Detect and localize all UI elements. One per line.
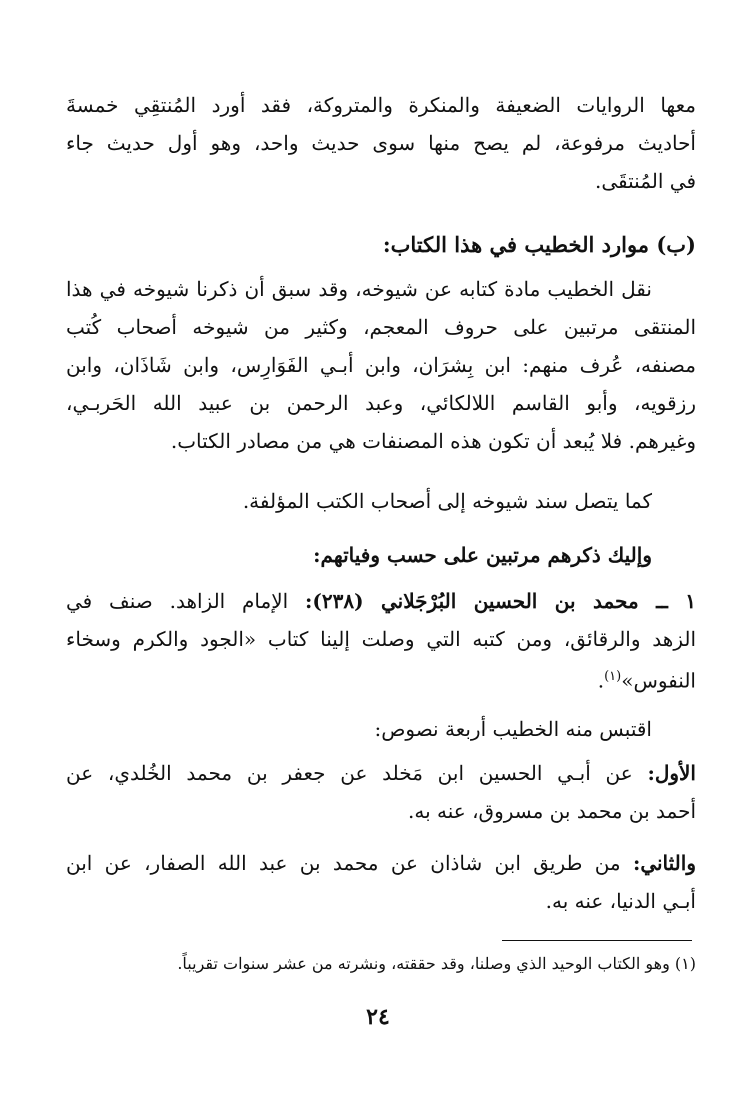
text-line — [66, 756, 696, 790]
text-line — [66, 846, 696, 880]
text-line: مصنفه، عُرف منهم: ابن بِشرَان، وابن أبـي الفَوَارِس، وابن شَاذَان، وابن — [66, 353, 696, 377]
text-line: أبـي الدنيا، عنه به. — [545, 889, 696, 913]
paragraph-quotes-intro — [66, 712, 696, 746]
text-line: اقتبس منه الخطيب أربعة نصوص: — [374, 717, 652, 741]
footnote: (١) وهو الكتاب الوحيد الذي وصلنا، وقد حققته، ونشرته من عشر سنوات تقريباً. — [177, 954, 696, 973]
entry-lead: والثاني: — [632, 851, 696, 875]
entry-text: الإمام الزاهد. صنف في — [66, 589, 306, 613]
entry-first — [66, 756, 696, 828]
text-line: معها الروايات الضعيفة والمنكرة والمتروكة، فقد أورد المُنتقِي خمسةَ — [66, 93, 696, 117]
footnote-ref: (١) — [604, 669, 622, 684]
text-line: أحمد بن محمد بن مسروق، عنه به. — [408, 799, 696, 823]
text-line: في المُنتقَى. — [594, 169, 696, 193]
footnote-separator — [502, 940, 692, 941]
book-title: النفوس» — [621, 668, 696, 693]
text-line: نقل الخطيب مادة كتابه عن شيوخه، وقد سبق أن ذكرنا شيوخه في هذا — [66, 277, 652, 301]
entry-lead: ١ ــ محمد بن الحسين البُرْجَلاني (٢٣٨): — [305, 589, 696, 613]
entry-second — [66, 846, 696, 918]
page-number: ٢٤ — [366, 1004, 390, 1030]
paragraph-list-intro — [66, 538, 696, 572]
text-line: المنتقى مرتبين على حروف المعجم، وكثير من شيوخه أصحاب كُتب — [66, 315, 696, 339]
entry-burjulani — [66, 584, 696, 698]
period: . — [597, 668, 605, 693]
text-line: أحاديث مرفوعة، لم يصح منها سوى حديث واحد، وهو أول حديث جاء — [66, 131, 696, 155]
text-line: الزهد والرقائق، ومن كتبه التي وصلت إلينا كتاب «الجود والكرم وسخاء — [66, 627, 696, 651]
text-line: وإليك ذكرهم مرتبين على حسب وفياتهم: — [313, 543, 652, 567]
section-heading: (ب) موارد الخطيب في هذا الكتاب: — [382, 232, 696, 257]
text-line: كما يتصل سند شيوخه إلى أصحاب الكتب المؤلفة. — [242, 489, 652, 513]
text-line: وغيرهم. فلا يُبعد أن تكون هذه المصنفات هي من مصادر الكتاب. — [170, 429, 696, 453]
text-line — [66, 584, 696, 618]
entry-text: من طريق ابن شاذان عن محمد بن عبد الله الصفار، عن ابن — [66, 851, 633, 875]
entry-text: عن أبـي الحسين ابن مَخلد عن جعفر بن محمد الخُلدي، عن — [66, 761, 648, 785]
text-line: رزقويه، وأبو القاسم اللالكائي، وعبد الرحمن بن عبيد الله الحَربـي، — [66, 391, 696, 415]
text-line — [66, 660, 696, 698]
paragraph-intro — [66, 88, 696, 198]
entry-lead: الأول: — [647, 761, 696, 785]
paragraph-sources — [66, 272, 696, 458]
paragraph-chain — [66, 484, 696, 518]
